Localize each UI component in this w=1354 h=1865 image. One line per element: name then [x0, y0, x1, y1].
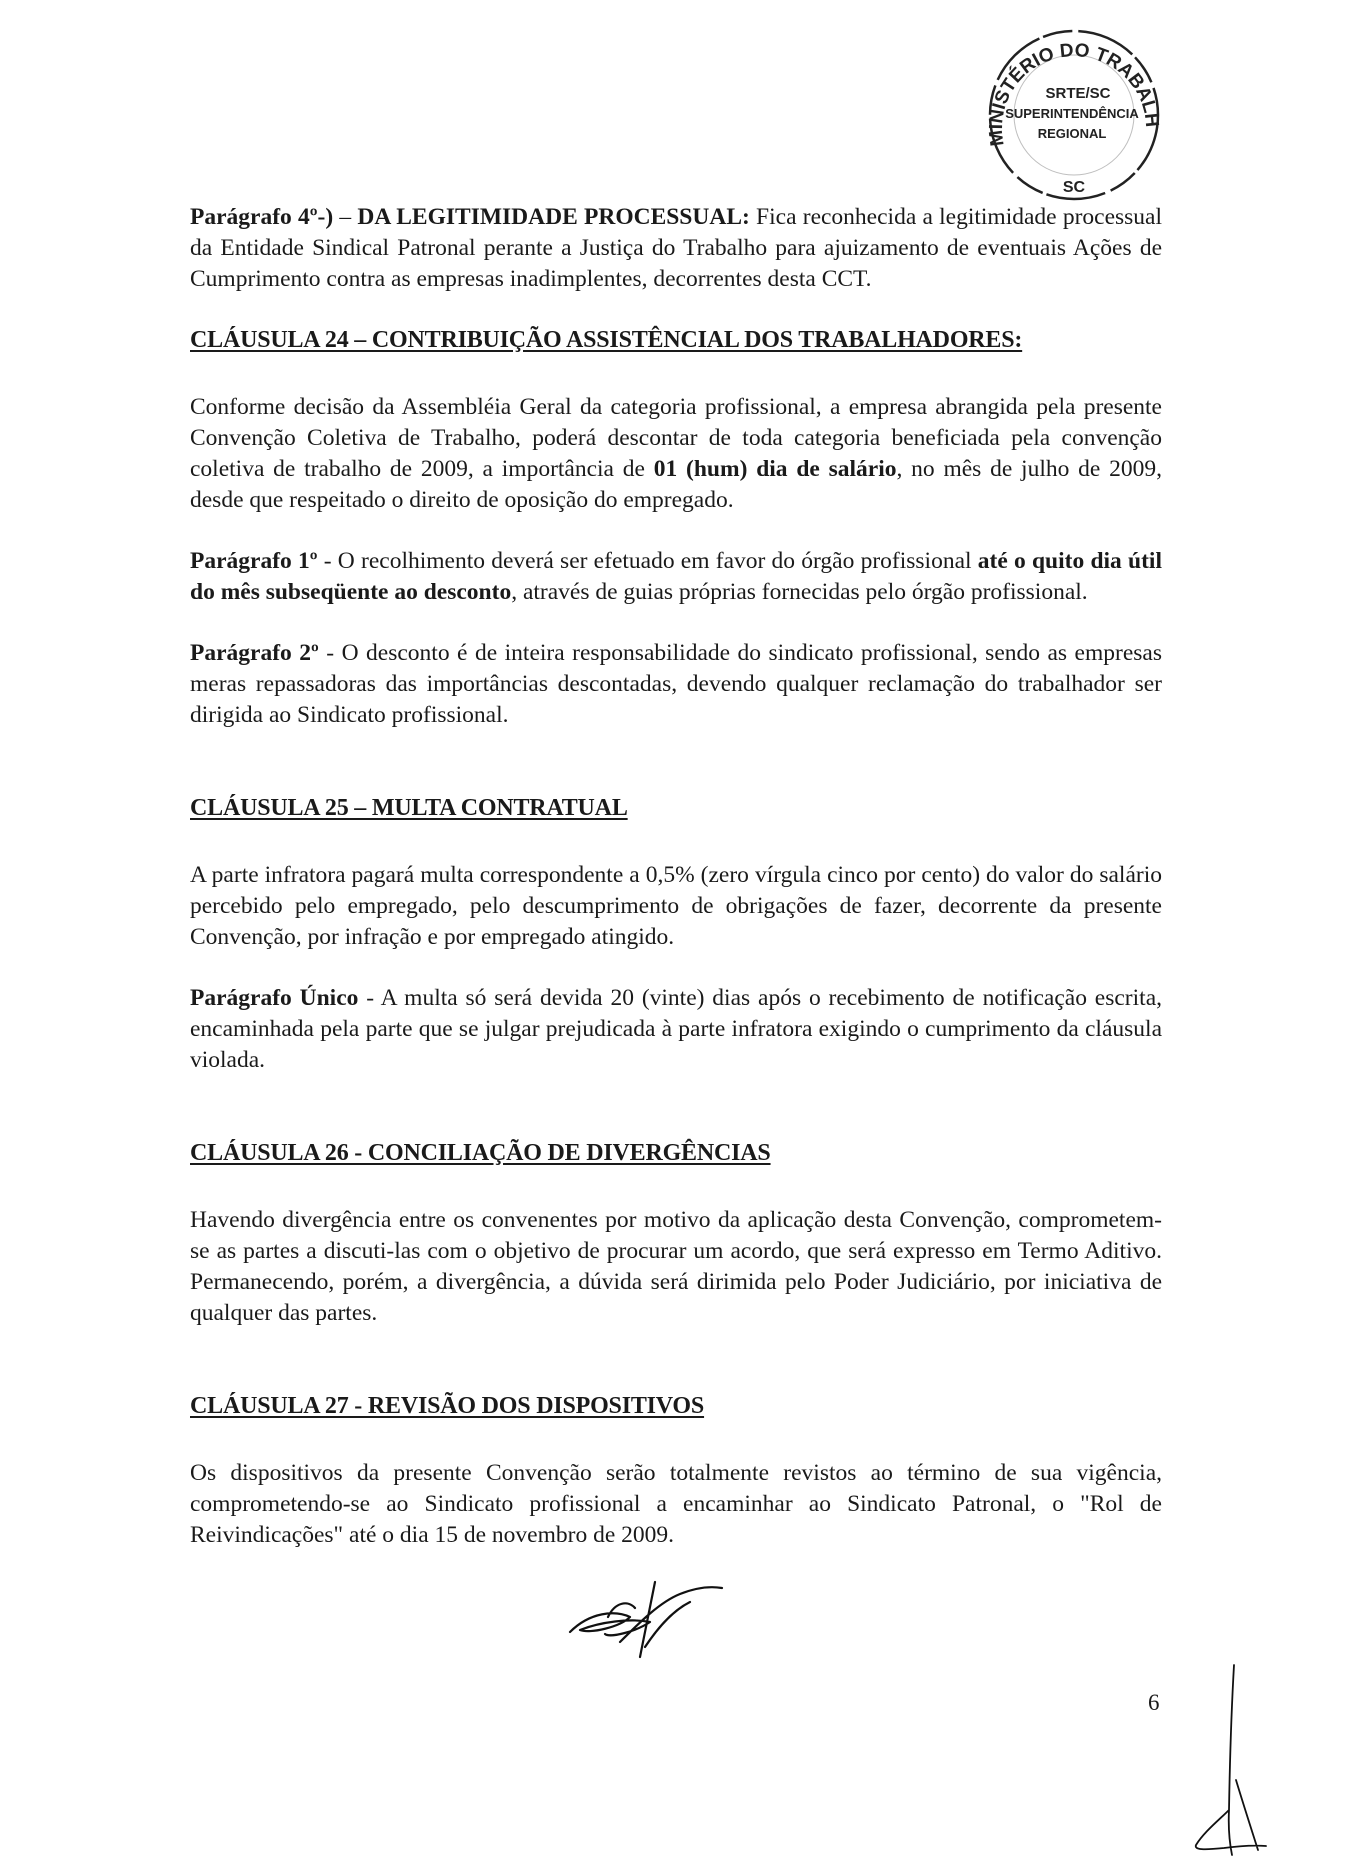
document-body	[190, 202, 1162, 1551]
stamp-line1: SRTE/SC	[1045, 85, 1111, 102]
clause-24-body	[190, 392, 1162, 516]
paragraph-title: DA LEGITIMIDADE PROCESSUAL:	[357, 204, 750, 230]
clause-24-heading: CLÁUSULA 24 – CONTRIBUIÇÃO ASSISTÊNCIAL DOS TRABALHADORES:	[190, 327, 1023, 353]
stamp-line2: SUPERINTENDÊNCIA	[1005, 106, 1139, 121]
clause-26-heading: CLÁUSULA 26 - CONCILIAÇÃO DE DIVERGÊNCIAS	[190, 1140, 771, 1166]
clause-25-body: A parte infratora pagará multa correspondente a 0,5% (zero vírgula cinco por cento) do valor do salário percebido pelo empregado, pelo descumprimento de obrigações de fazer, decorrente da presente Convenção, por infração e por empregado atingido.	[190, 862, 1162, 950]
clause-24-body-text: Conforme decisão da Assembléia Geral da categoria profissional, a empresa abrangida pela presente Convenção Coletiva de Trabalho, poderá descontar de toda categoria beneficiada pela convenção coletiva de trabalho de 2009, a importância de	[190, 394, 1162, 482]
paragraph-text: Fica reconhecida a legitimidade processual da Entidade Sindical Patronal perante a Justiça do Trabalho para ajuizamento de eventuais Ações de Cumprimento contra as empresas inadimplentes, decorrentes desta CCT.	[190, 204, 1163, 292]
clause-27-body: Os dispositivos da presente Convenção serão totalmente revistos ao término de sua vigência, comprometendo-se ao Sindicato profissional a encaminhar ao Sindicato Patronal, o "Rol de Reivindicações" até o dia 15 de novembro de 2009.	[190, 1460, 1162, 1548]
clause-24-body-text-end: , no mês de julho de 2009, desde que respeitado o direito de oposição do empregado.	[190, 456, 1162, 513]
clause-25-heading: CLÁUSULA 25 – MULTA CONTRATUAL	[190, 795, 628, 821]
paragraph-label: Parágrafo 4º-)	[190, 204, 334, 230]
dash: –	[333, 204, 358, 230]
clause-27-heading: CLÁUSULA 27 - REVISÃO DOS DISPOSITIVOS	[190, 1393, 705, 1419]
stamp-bottom: SC	[1062, 179, 1086, 196]
paragraph-4-legitimidade	[190, 202, 1162, 295]
paragraph-label: Parágrafo 2º	[190, 640, 319, 666]
paragraph-text: - O recolhimento deverá ser efetuado em favor do órgão profissional	[317, 548, 978, 574]
clause-24-paragraph-1	[190, 546, 1162, 608]
stamp-ring-text: MINISTÉRIO DO TRABALH	[985, 39, 1163, 148]
paragraph-text: - A multa só será devida 20 (vinte) dias após o recebimento de notificação escrita, encaminhada pela parte que se julgar prejudicada à parte infratora exigindo o cumprimento da cláusula violada.	[190, 985, 1162, 1073]
page-number: 6	[1148, 1690, 1160, 1715]
clause-24-paragraph-2	[190, 638, 1162, 731]
stamp-line3: REGIONAL	[1037, 126, 1107, 141]
paragraph-label: Parágrafo 1º	[190, 548, 318, 574]
clause-25-paragraph-unico	[190, 983, 1162, 1076]
paragraph-text: - O desconto é de inteira responsabilidade do sindicato profissional, sendo as empresas meras repassadoras das importâncias descontadas, devendo qualquer reclamação do trabalhador ser dirigida ao Sindicato profissional.	[190, 640, 1162, 728]
signature	[560, 1572, 730, 1662]
paragraph-label: Parágrafo Único	[190, 985, 359, 1011]
clause-24-body-bold: 01 (hum) dia de salário	[653, 456, 897, 482]
ministry-stamp	[974, 20, 1170, 210]
margin-initial	[1184, 1660, 1274, 1860]
paragraph-bold: até o quito dia útil do mês subseqüente ao desconto	[190, 548, 1162, 605]
clause-26-body: Havendo divergência entre os convenentes por motivo da aplicação desta Convenção, comprometem-se as partes a discuti-las com o objetivo de procurar um acordo, que será expresso em Termo Aditivo. Permanecendo, porém, a divergência, a dúvida será dirimida pelo Poder Judiciário, por iniciativa de qualquer das partes.	[190, 1207, 1162, 1326]
paragraph-text-end: , através de guias próprias fornecidas pelo órgão profissional.	[511, 579, 1088, 605]
